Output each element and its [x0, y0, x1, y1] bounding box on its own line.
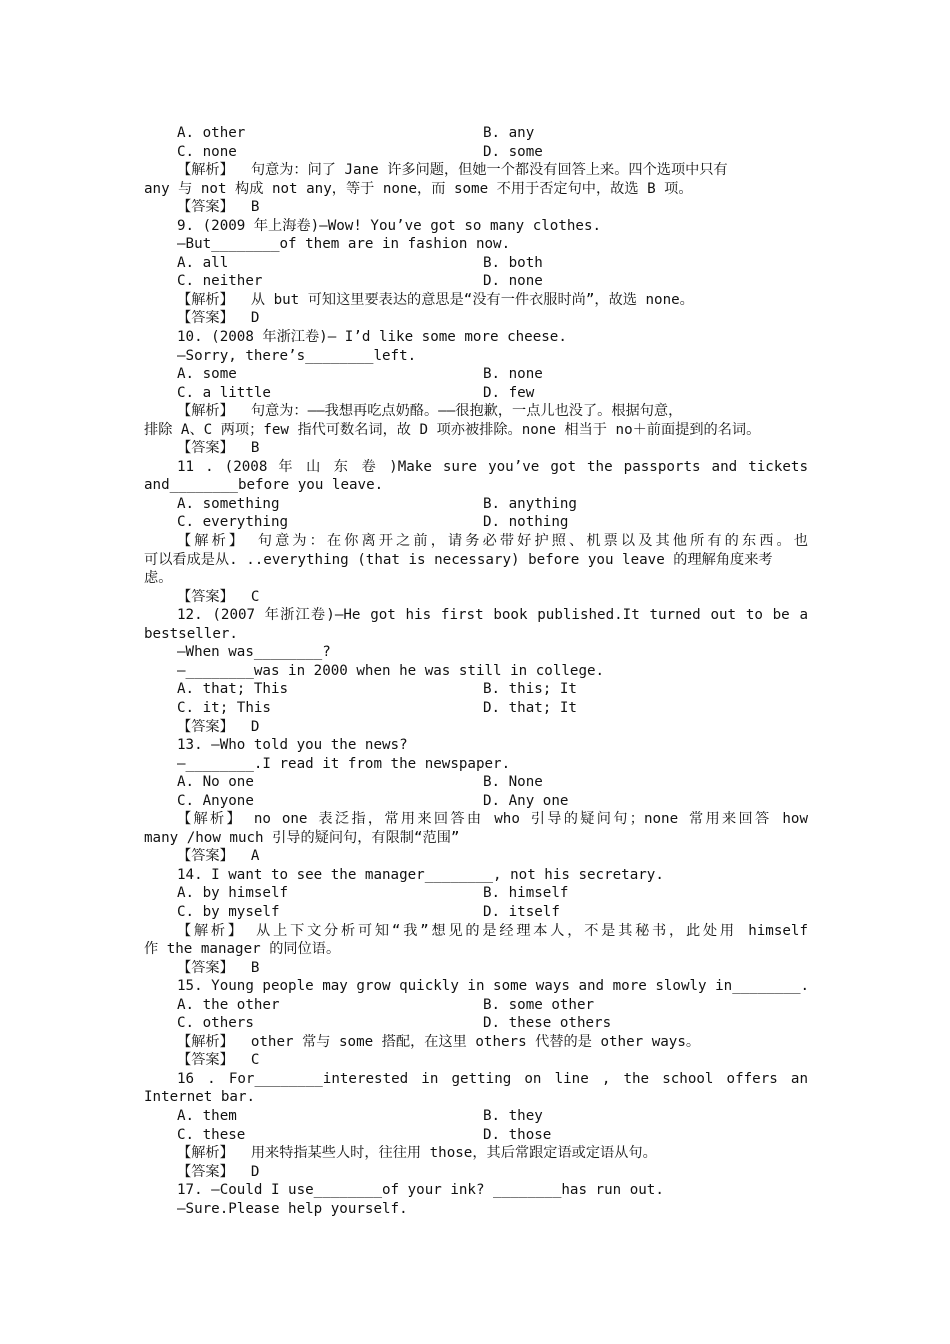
option-row — [144, 143, 808, 162]
text-line: 【答案】 B — [177, 440, 260, 457]
text-line: —But________of them are in fashion now. — [177, 236, 511, 253]
text-line-continued: 排除 A、C 两项；few 指代可数名词，故 D 项亦被排除。none 相当于 no＋前面提到的名词。 — [144, 421, 761, 438]
text-line: 【答案】 D — [177, 1163, 260, 1180]
option-left: A. them — [177, 1107, 237, 1124]
option-left: C. by myself — [177, 903, 280, 920]
option-row — [144, 272, 808, 291]
text-line-continued: many /how much 引导的疑问句，有限制“范围” — [144, 829, 460, 846]
option-right: B. None — [483, 774, 543, 791]
text-line: 15. Young people may grow quickly in some ways and more slowly in________. — [177, 978, 810, 995]
text-line-continued: and________before you leave. — [144, 477, 384, 494]
text-line: 【答案】 C — [177, 1052, 260, 1069]
option-left: C. others — [177, 1015, 254, 1032]
option-row — [144, 773, 808, 792]
option-row — [144, 365, 808, 384]
option-left: C. none — [177, 143, 237, 160]
option-row — [144, 996, 808, 1015]
text-line: 11 . (2008 年 山 东 卷 )Make sure you’ve got the passports and tickets — [177, 458, 808, 475]
option-right: D. these others — [483, 1015, 612, 1032]
document-page — [144, 124, 808, 1218]
option-left: C. a little — [177, 384, 271, 401]
option-right: D. those — [483, 1126, 552, 1143]
option-row — [144, 792, 808, 811]
option-right: D. few — [483, 384, 535, 401]
text-line: 【解析】 句意为：——我想再吃点奶酪。——很抱歉，一点儿也没了。根据句意， — [177, 403, 683, 420]
option-row — [144, 884, 808, 903]
text-line: 【答案】 C — [177, 588, 260, 605]
text-line: 【解析】 用来特指某些人时，往往用 those，其后常跟定语或定语从句。 — [177, 1145, 657, 1162]
option-left: C. it; This — [177, 699, 271, 716]
option-row — [144, 699, 808, 718]
option-row — [144, 124, 808, 143]
option-right: B. they — [483, 1107, 543, 1124]
text-line-continued: 可以看成是从. ..everything (that is necessary) before you leave 的理解角度来考 — [144, 551, 773, 568]
option-row — [144, 680, 808, 699]
text-line: 17. —Could I use________of your ink? ________has run out. — [177, 1182, 664, 1199]
option-row — [144, 1014, 808, 1033]
text-line: 14. I want to see the manager________, not his secretary. — [177, 866, 664, 883]
text-line: —Sorry, there’s________left. — [177, 347, 417, 364]
option-right: B. himself — [483, 885, 569, 902]
option-right: B. some other — [483, 996, 595, 1013]
option-row — [144, 1126, 808, 1145]
text-line: 【解析】 no one 表泛指，常用来回答由 who 引导的疑问句；none 常用来回答 how — [177, 811, 808, 828]
option-row — [144, 903, 808, 922]
text-line: 【解析】 句意为：在你离开之前，请务必带好护照、机票以及其他所有的东西。也 — [177, 533, 808, 550]
option-row — [144, 495, 808, 514]
text-line: 16 . For________interested in getting on line , the school offers an — [177, 1070, 808, 1087]
text-line: 【答案】 A — [177, 848, 260, 865]
option-right: D. itself — [483, 903, 560, 920]
option-right: D. Any one — [483, 792, 569, 809]
option-right: D. that; It — [483, 699, 577, 716]
text-line-continued: 作 the manager 的同位语。 — [144, 941, 341, 958]
option-left: C. neither — [177, 273, 263, 290]
option-left: A. some — [177, 366, 237, 383]
option-left: C. everything — [177, 514, 289, 531]
text-line: —When was________? — [177, 644, 331, 661]
text-line: —________was in 2000 when he was still in college. — [177, 662, 605, 679]
text-line: 【解析】 other 常与 some 搭配，在这里 others 代替的是 other ways。 — [177, 1033, 701, 1050]
option-left: A. all — [177, 254, 229, 271]
option-right: B. both — [483, 254, 543, 271]
option-left: C. Anyone — [177, 792, 254, 809]
text-line: 【答案】 D — [177, 718, 260, 735]
option-left: C. these — [177, 1126, 246, 1143]
text-line: —________.I read it from the newspaper. — [177, 755, 511, 772]
text-line-continued: 虑。 — [144, 570, 173, 587]
option-right: B. none — [483, 366, 543, 383]
text-line-continued: any 与 not 构成 not any，等于 none，而 some 不用于否定句中，故选 B 项。 — [144, 180, 693, 197]
option-row — [144, 1107, 808, 1126]
option-left: A. by himself — [177, 885, 289, 902]
option-row — [144, 384, 808, 403]
text-line: 【答案】 B — [177, 959, 260, 976]
option-row — [144, 254, 808, 273]
option-left: A. something — [177, 495, 280, 512]
option-row — [144, 513, 808, 532]
option-right: B. any — [483, 125, 535, 141]
text-line: 9. (2009 年上海卷)—Wow! You’ve got so many clothes. — [177, 217, 602, 234]
text-line-continued: Internet bar. — [144, 1089, 256, 1106]
text-line: 10. (2008 年浙江卷)— I’d like some more cheese. — [177, 329, 567, 346]
text-line: 13. —Who told you the news? — [177, 737, 408, 754]
option-right: D. some — [483, 143, 543, 160]
option-left: A. that; This — [177, 681, 289, 698]
option-right: D. nothing — [483, 514, 569, 531]
option-left: A. No one — [177, 774, 254, 791]
option-left: A. other — [177, 125, 246, 141]
option-left: A. the other — [177, 996, 280, 1013]
text-line-continued: bestseller. — [144, 625, 238, 642]
text-line: 【解析】 从 but 可知这里要表达的意思是“没有一件衣服时尚”，故选 none。 — [177, 291, 694, 308]
option-right: B. this; It — [483, 681, 577, 698]
option-right: B. anything — [483, 495, 577, 512]
text-line: 【解析】 从上下文分析可知“我”想见的是经理本人，不是其秘书，此处用 himself — [177, 922, 808, 939]
text-line: 12. (2007 年浙江卷)—He got his first book published.It turned out to be a — [177, 607, 808, 624]
text-line: 【答案】 D — [177, 310, 260, 327]
text-line: —Sure.Please help yourself. — [177, 1200, 408, 1217]
option-right: D. none — [483, 273, 543, 290]
text-line: 【解析】 句意为：问了 Jane 许多问题，但她一个都没有回答上来。四个选项中只有 — [177, 162, 728, 179]
text-line: 【答案】 B — [177, 199, 260, 216]
